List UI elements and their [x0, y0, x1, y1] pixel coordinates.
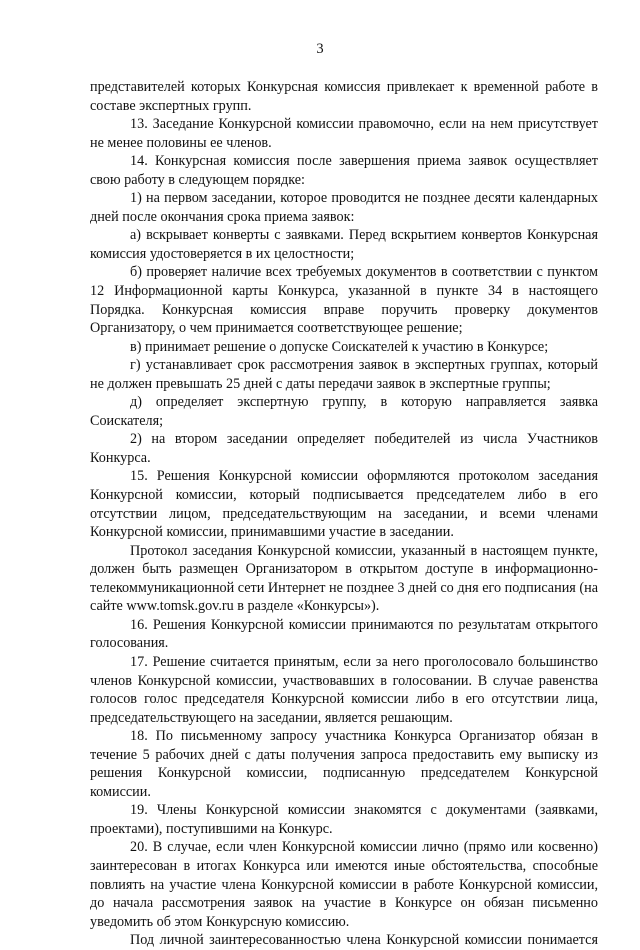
paragraph-14-1-v: в) принимает решение о допуске Соискателей к участию в Конкурсе;: [130, 338, 549, 355]
paragraph-14-1: 1) на первом заседании, которое проводится не позднее десяти календарных дней после окончания срока приема заявок:: [90, 190, 598, 225]
paragraph-16: 16. Решения Конкурсной комиссии принимаются по результатам открытого голосования.: [90, 616, 598, 652]
page-number: 3: [316, 41, 324, 57]
paragraph-14: 14. Конкурсная комиссия после завершения приема заявок осуществляет свою работу в следующем порядке:: [90, 153, 598, 188]
paragraph-15: 15. Решения Конкурсной комиссии оформляются протоколом заседания Конкурсной комиссии, который подписывается председателем либо в его отсутствии лицом, председательствующим на заседании, и всеми членами Конкурсной комиссии, принимавшими участие в заседании.: [90, 468, 598, 541]
paragraph-continuation: представителей которых Конкурсная комиссия привлекает к временной работе в составе экспертных групп.: [90, 79, 598, 114]
paragraph-14-1-g: г) устанавливает срок рассмотрения заявок в экспертных группах, который не должен превышать 25 дней с даты передачи заявок в экспертные группы;: [90, 357, 598, 392]
paragraph-15-protocol: Протокол заседания Конкурсной комиссии, указанный в настоящем пункте, должен быть размещен Организатором в открытом доступе в информационно-телекоммуникационной сети Интернет не позднее 3 дней со дня его подписания (на сайте www.tomsk.gov.ru в разделе «Конкурсы»).: [90, 542, 598, 615]
paragraph-14-1-b: б) проверяет наличие всех требуемых документов в соответствии с пунктом 12 Информационной карты Конкурса, указанной в пункте 34 в настоящего Порядка. Конкурсная комиссия вправе поручить проверку документов Организатору, о чем принимается соответствующее решение;: [90, 264, 598, 337]
paragraph-14-1-d: д) определяет экспертную группу, в которую направляется заявка Соискателя;: [90, 394, 598, 429]
paragraph-17: 17. Решение считается принятым, если за него проголосовало большинство членов Конкурсной комиссии, участвовавших в голосовании. В случае равенства голосов голос председателя Конкурсной комиссии либо в его отсутствии лица, председательствующего на заседании, является решающим.: [90, 653, 598, 726]
paragraph-18: 18. По письменному запросу участника Конкурса Организатор обязан в течение 5 рабочих дней с даты получения запроса предоставить ему выписку из решения Конкурсной комиссии, подписанную председателем Конкурсной комиссии.: [90, 728, 598, 800]
paragraph-13: 13. Заседание Конкурсной комиссии правомочно, если на нем присутствует не менее половины ее членов.: [90, 116, 598, 151]
paragraph-19: 19. Члены Конкурсной комиссии знакомятся с документами (заявками, проектами), поступившими на Конкурс.: [90, 802, 598, 837]
paragraph-20: 20. В случае, если член Конкурсной комиссии лично (прямо или косвенно) заинтересован в итогах Конкурса или имеются иные обстоятельства, способные повлиять на участие члена Конкурсной комиссии в работе Конкурсной комиссии, до начала рассмотрения заявок на участие в Конкурсе он обязан письменно уведомить об этом Конкурсную комиссию.: [90, 839, 598, 930]
paragraph-personal-interest: Под личной заинтересованностью члена Конкурсной комиссии понимается: [130, 932, 598, 949]
body-text: [90, 78, 598, 950]
paragraph-14-2: 2) на втором заседании определяет победителей из числа Участников Конкурса.: [90, 431, 598, 466]
paragraph-14-1-a: а) вскрывает конверты с заявками. Перед вскрытием конвертов Конкурсная комиссия удостоверяется в их целостности;: [90, 227, 598, 262]
